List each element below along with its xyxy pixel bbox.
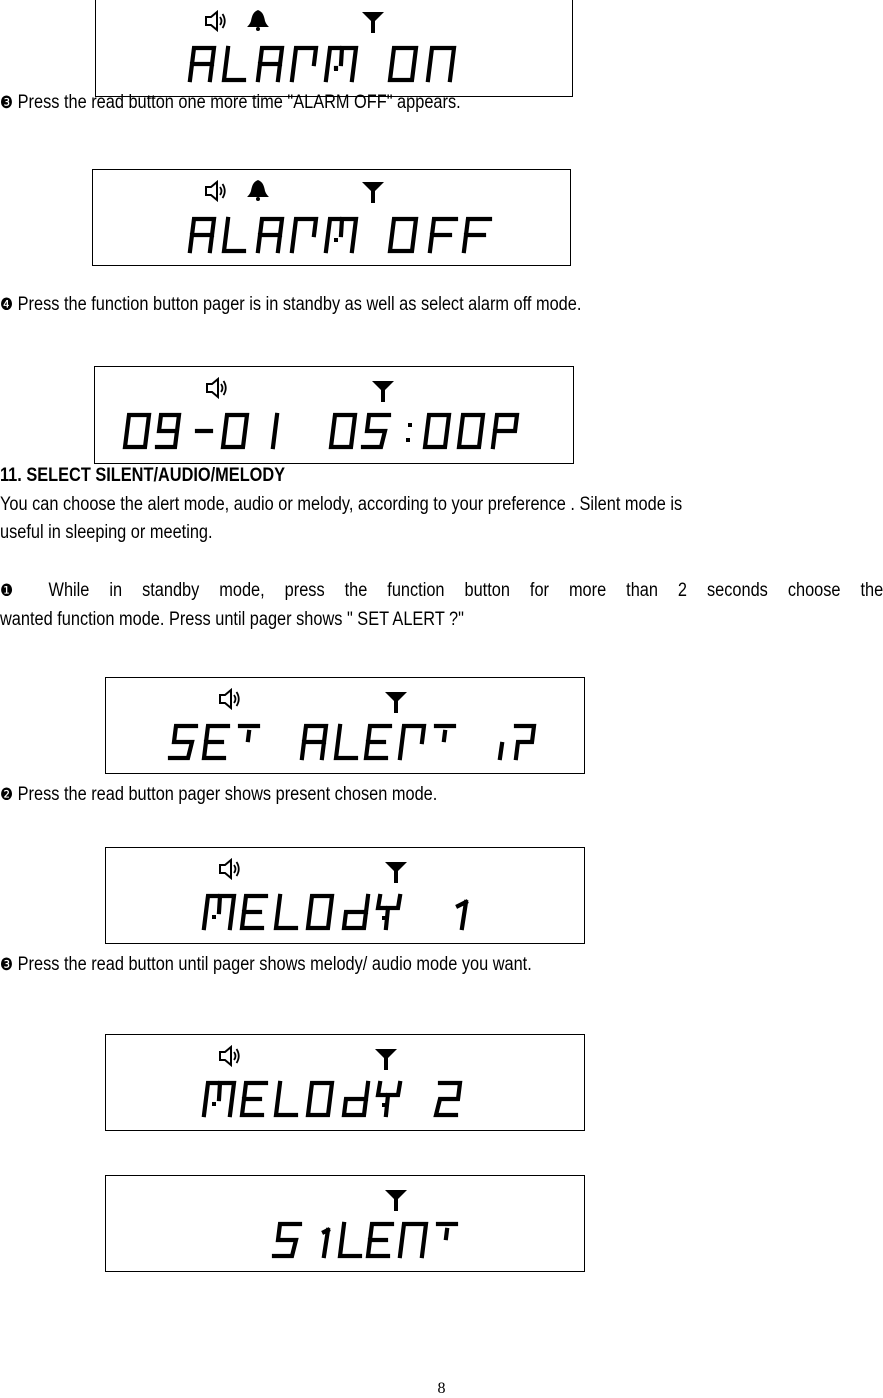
step-alarm-3 xyxy=(0,88,883,118)
lcd-segment-text xyxy=(121,411,541,451)
lcd-segment-text xyxy=(184,44,474,84)
lcd-text-value xyxy=(93,170,98,171)
page-number: 8 xyxy=(437,1380,446,1397)
lcd-segment-text xyxy=(272,1220,472,1260)
step-marker: ❷ xyxy=(0,785,14,805)
section-step-1-line-2 xyxy=(0,605,883,634)
antenna-icon xyxy=(361,10,385,34)
speaker-icon xyxy=(218,1045,242,1067)
step-text: Press the read button one more time "ALARM OFF" appears. xyxy=(17,92,461,113)
lcd-standby xyxy=(94,366,574,464)
lcd-text-value xyxy=(106,1176,110,1177)
section-step-3 xyxy=(0,950,883,980)
section-heading-text: 11. SELECT SILENT/AUDIO/MELODY xyxy=(0,465,286,486)
section-step-2 xyxy=(0,780,883,810)
lcd-text-value xyxy=(106,1035,111,1036)
lcd-melody-1 xyxy=(105,847,585,944)
step-text: Press the function button pager is in standby as well as select alarm off mode. xyxy=(17,294,582,315)
antenna-icon xyxy=(374,1047,398,1071)
lcd-text-value xyxy=(106,848,111,849)
antenna-icon xyxy=(371,379,395,403)
step-text: wanted function mode. Press until pager shows " SET ALERT ?" xyxy=(0,609,464,630)
antenna-icon xyxy=(384,1188,408,1212)
lcd-segment-text xyxy=(184,215,504,255)
antenna-icon xyxy=(384,860,408,884)
section-step-1-line-1 xyxy=(0,576,883,606)
section-intro-line-1 xyxy=(0,490,883,519)
step-marker: ❶ xyxy=(0,581,29,601)
lcd-silent xyxy=(105,1175,585,1272)
lcd-text-value xyxy=(106,678,113,679)
speaker-icon xyxy=(204,10,228,32)
lcd-segment-text xyxy=(200,892,490,932)
lcd-alarm-on xyxy=(95,0,573,97)
antenna-icon xyxy=(361,180,385,204)
lcd-melody-2 xyxy=(105,1034,585,1131)
step-text: Press the read button until pager shows melody/ audio mode you want. xyxy=(17,954,532,975)
step-marker: ❸ xyxy=(0,955,14,975)
lcd-segment-text xyxy=(168,722,558,762)
speaker-icon xyxy=(218,688,242,710)
intro-text: You can choose the alert mode, audio or melody, according to your preference . Silent mode is xyxy=(0,494,683,515)
speaker-icon xyxy=(205,377,229,399)
lcd-text-value xyxy=(96,0,101,1)
lcd-text-value xyxy=(95,367,102,368)
step-marker: ❸ xyxy=(0,93,14,113)
bell-icon xyxy=(246,9,270,31)
speaker-icon xyxy=(218,858,242,880)
speaker-icon xyxy=(204,180,228,202)
antenna-icon xyxy=(384,690,408,714)
step-marker: ❹ xyxy=(0,295,14,315)
bell-icon xyxy=(246,179,270,201)
intro-text: useful in sleeping or meeting. xyxy=(0,522,213,543)
step-text: Press the read button pager shows present chosen mode. xyxy=(17,784,438,805)
step-text: While in standby mode, press the function button for more than 2 seconds choose the xyxy=(48,580,883,601)
lcd-set-alert xyxy=(105,677,585,774)
lcd-alarm-off xyxy=(92,169,571,266)
lcd-segment-text xyxy=(200,1079,490,1119)
step-alarm-4 xyxy=(0,290,883,320)
section-intro-line-2 xyxy=(0,518,883,547)
section-heading xyxy=(0,461,883,490)
